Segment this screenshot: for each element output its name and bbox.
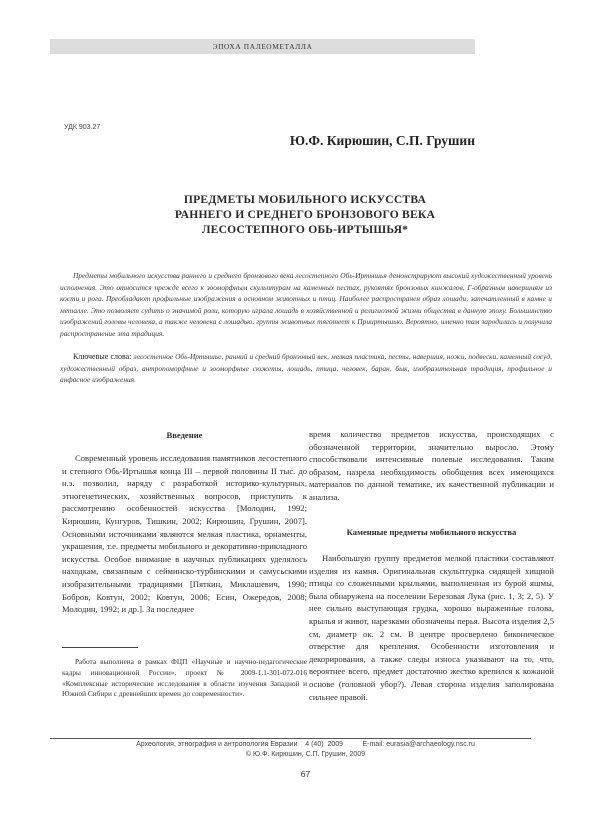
section-heading-stone: Каменные предметы мобильного искусства bbox=[346, 527, 517, 537]
title-line: ПРЕДМЕТЫ МОБИЛЬНОГО ИСКУССТВА bbox=[183, 193, 427, 206]
journal-issue: 4 (40) 2009 bbox=[305, 741, 344, 748]
footnote-divider bbox=[62, 647, 138, 648]
section-heading-intro: Введение bbox=[166, 430, 203, 440]
footer-divider bbox=[50, 738, 531, 739]
title-line: РАННЕГО И СРЕДНЕГО БРОНЗОВОГО ВЕКА bbox=[174, 208, 436, 221]
abstract: Предметы мобильного искусства раннего и среднего бронзового века лесостепного Обь-Иртышья демонстрируют высокий художественный уровень исполнения. Это относится прежде всего к зооморфным скульптурам на каменных пестах, рукоятях бронзовых кинжалов, Г-образным навершиям из кости и рога. Преобладают профильные изображения в основном животных и птиц. Наиболее распространен образ лошади, запечатленный в камне и металле. Это позволяет судить о значимой роли, которую играла лошадь в хозяйственной и религиозной жизни общества в данную эпоху. Большинство изображений головы человека, а также человека с лошадью, группы животных тяготеет к Прииртышью. Вероятно, именно там зародилась и получила распространение эта традиция. bbox=[60, 271, 552, 338]
page-number: 67 bbox=[300, 769, 311, 779]
article-authors: Ю.Ф. Кирюшин, С.П. Грушин bbox=[289, 133, 475, 148]
journal-email[interactable]: E-mail: eurasia@archaeology.nsc.ru bbox=[362, 741, 475, 748]
body-column-right-stone bbox=[309, 552, 554, 703]
paragraph: Наибольшую группу предметов мелкой пластики составляют изделия из камня. Оригинальная скульптурка сидящей хищной птицы со сложенными крыльями, выполненная из бурой яшмы, была обнаружена на поселении Березовая Лука (рис. 1, 3; 2, 5). У нее сильно выступающая грудка, хорошо выраженные голова, крылья и живот, нарезками обозначены перья. Высота изделия 2,5 см, диаметр ок. 2 см. В центре просверлено биконическое отверстие для крепления. Особенности изготовления и декорирования, а также следы износа указывают на то, что, вероятнее всего, предмет достаточно жестко крепился к кожаной основе (головной убор?). Левая сторона изделия заполирована сильнее правой. bbox=[309, 553, 554, 702]
section-banner: ЭПОХА ПАЛЕОМЕТАЛЛА bbox=[50, 39, 475, 54]
journal-name: Археология, этнография и антропология Евразии bbox=[136, 741, 298, 748]
article-title bbox=[140, 192, 470, 237]
title-line: ЛЕСОСТЕПНОГО ОБЬ-ИРТЫШЬЯ* bbox=[201, 223, 409, 236]
keywords-list: лесостепное Обь-Иртышье, ранний и средний бронзовый век, мелкая пластика, песты, навершия, ножи, подвески, каменный сосуд, художественный образ, антропоморфные и зооморфные сюжеты, лошадь, птица, человек, баран, бык, изобразительная традиция, профильное и анфасное изображения. bbox=[60, 352, 552, 384]
body-column-right bbox=[309, 428, 554, 504]
copyright: © Ю.Ф. Кирюшин, С.П. Грушин, 2009 bbox=[245, 751, 366, 758]
footnote: Работа выполнена в рамках ФЦП «Научные и научно-педагогические кадры инновационной России», проект № 2009-1.1-301-072-016 «Комплексные исторические исследования в области изучения Западной и Южной Сибири с древнейших времен до современности». bbox=[62, 657, 307, 699]
udk-code: УДК 903.27 bbox=[64, 124, 101, 131]
paragraph: Современный уровень исследования памятников лесостепного и степного Обь-Иртышья конца III – первой половины II тыс. до н.э. позволил, наряду с разработкой историко-культурных, этногенетических, хозяйственных вопросов, приступить к рассмотрению особенностей искусства [Молодин, 1992; Кирюшин, Кунгуров, Тишкин, 2002; Кирюшин, Грушин, 2007]. Основными источниками являются мелкая пластика, орнаменты, украшения, т.е. предметы мобильного и декоративно-прикладного искусства. Особое внимание в научных публикациях уделялось находкам, связанным с сейминско-турбинскими и самусьскими изобразительными традициями [Пяткин, Миклашевич, 1990; Бобров, Ковтун, 2002; Ковтун, 2006; Есин, Ожередов, 2008; Молодин, 1992; и др.]. За последнее bbox=[62, 453, 307, 615]
journal-info bbox=[0, 741, 611, 748]
keywords-label: Ключевые слова: bbox=[73, 352, 132, 361]
paragraph: время количество предметов искусства, происходящих с обозначенной территории, значительно выросло. Этому способствовали интенсивные полевые исследования. Таким образом, назрела необходимость обобщения всех имеющихся материалов по данной тематике, их качественной публикации и анализа. bbox=[309, 429, 554, 502]
body-column-left bbox=[62, 452, 307, 616]
keywords bbox=[60, 351, 552, 386]
